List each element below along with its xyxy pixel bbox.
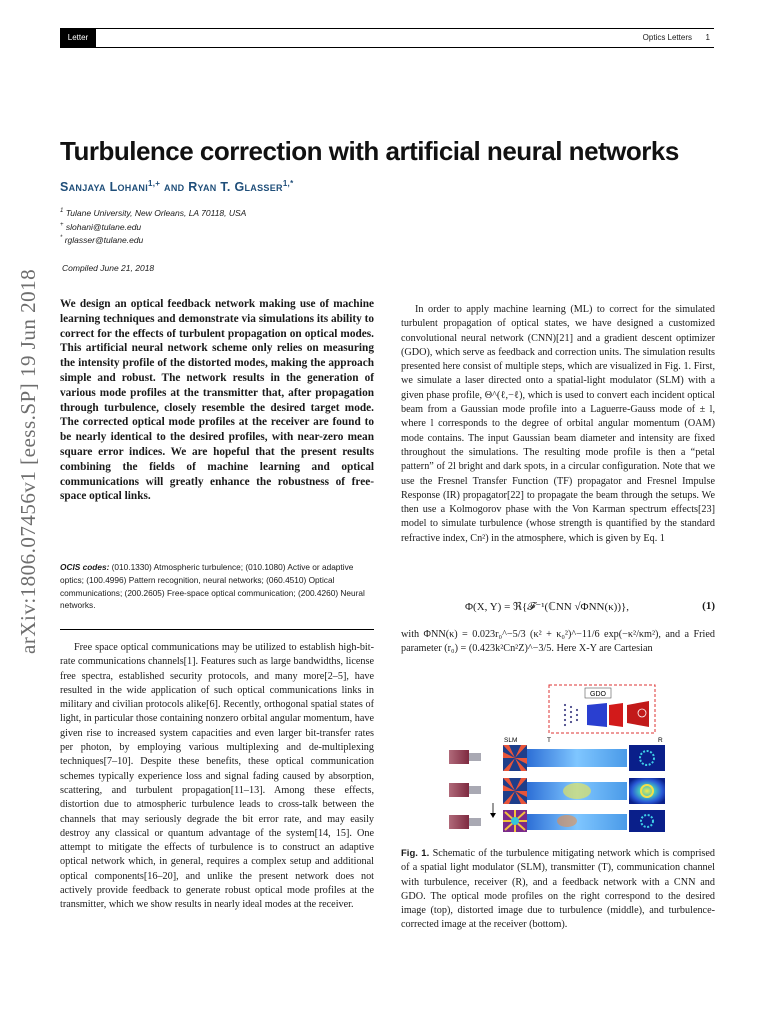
journal-name: Optics Letters [642, 33, 692, 42]
output-mode-profiles [629, 745, 665, 832]
email-2-sup: * [60, 235, 63, 242]
cnn-network-icon [564, 704, 578, 726]
compiled-date: Compiled June 21, 2018 [62, 263, 155, 273]
running-header [60, 28, 714, 48]
equation-1 [401, 598, 715, 618]
page-number: 1 [705, 33, 710, 42]
affiliation-text: Tulane University, New Orleans, LA 70118, USA [65, 208, 247, 218]
author-1-sup: 1,+ [148, 179, 161, 188]
ocis-label: OCIS codes: [60, 562, 110, 572]
laser-icons [449, 750, 481, 829]
beam-bottom [527, 814, 627, 830]
ocis-text: (010.1330) Atmospheric turbulence; (010.1080) Active or adaptive optics; (100.4996) Pattern recognition, neural networks; (060.4510) Optical communications; (200.2605) Free-space optical communication; (200.4260) Neural networks. [60, 562, 365, 611]
author-2: Ryan T. Glasser [188, 180, 283, 195]
intro-paragraph: Free space optical communications may be utilized to establish high-bit-rate communications channels[1]. Features such as large bandwidths, license free spectra, established security protocols, and many more[2–5], have resulted in the wide application of such optical communications links in military and civilian protocols alike[6]. Recently, orthogonal spatial states of light, in particular those containing nonzero orbital angular momentum, have given rise to increased system capacities and even larger bit-transfer rates per photon, by employing various multiplexing and de-multiplexing techniques[7–10]. Despite these benefits, these optical communication schemes typically experience loss and signal fading caused by absorption, scattering, and turbulent propagation[11–13]. Among these effects, distortion due to atmospheric turbulence leads to cross-talk between the channels that may seriously degrade the bit error rate, and may easily destroy any classical or quantum advantage of the system[14, 15]. One attempt to mitigate the effects of turbulence is to construct an adaptive optical network which, in general, requires a complex setup and additional optical components[16–20], and unlike the present network does not actively provide feedback to generate robust optical mode profiles at the transmitter, which we show results in nearly ideal modes at the receiver. [60, 642, 374, 911]
slm-phase-masks [503, 745, 527, 832]
ocis-codes [60, 561, 374, 612]
turbulence-blob [557, 815, 577, 827]
paper-title: Turbulence correction with artificial neural networks [60, 136, 679, 166]
email-2 [60, 235, 143, 245]
email-1-text: slohani@tulane.edu [65, 222, 142, 232]
arxiv-stamp: arXiv:1806.07456v1 [eess.SP] 19 Jun 2018 [16, 268, 40, 654]
caption-label: Fig. 1. [401, 848, 430, 859]
cnn-layer-icon [587, 703, 607, 727]
receiver-label: R [658, 737, 663, 744]
section-tag: Letter [60, 29, 96, 47]
author-conj: and [160, 180, 189, 195]
author-list [60, 179, 294, 194]
email-2-text: rglasser@tulane.edu [64, 235, 144, 245]
turbulence-blob [563, 783, 591, 799]
author-2-sup: 1,* [282, 179, 294, 188]
email-1-sup: + [60, 222, 64, 229]
figure-1-caption [401, 847, 715, 933]
affiliation [60, 208, 246, 218]
beam-top [527, 749, 627, 767]
equation-body: Φ(X, Y) = ℜ{𝓕⁻¹(ℂNN √ΦNN(κ))}, [465, 601, 630, 613]
transmitter-label: T [547, 737, 551, 744]
equation-number: (1) [702, 600, 715, 612]
slm-label: SLM [504, 737, 518, 744]
figure-1-schematic [447, 683, 669, 833]
email-1 [60, 222, 141, 232]
body-paragraph: In order to apply machine learning (ML) to correct for the simulated turbulent propagation of optical states, we have designed a customized convolutional neural network (CNN)[21] and a gradient descent optimizer (GDO), which serve as feedback and correction units. The simulation results presented here consist of multiple steps, which are visualized in Fig. 1. First, we simulate a laser directed onto a spatial-light modulator (SLM) with a given phase profile, Θ^(ℓ,−ℓ), which is used to convert each incident optical beam from a Gaussian mode profile into a Laguerre-Gauss mode of ± l, where l corresponds to the degree of orbital angular momentum (OAM) mode contains. The input Gaussian beam diameter and intensity are fixed throughout the simulations. The resulting mode profile is then a “petal pattern” of 2l bright and dark spots, in a circular configuration. Note that we use the Fresnel Transfer Function (TF) propagator and Fresnel Impulse Response (IR) propagator[22] to propagate the beam through the setups. We then use a Kolmogorov phase with the Von Karman spectrum effects[23] model to simulate turbulence (whose strength is quantified by the standard refractive index, Cn²) in the atmosphere, which is given by Eq. 1 [401, 304, 715, 544]
abstract: We design an optical feedback network making use of machine learning techniques and demonstrate via simulations its ability to correct for the effects of turbulent propagation on optical modes. This artificial neural network scheme only relies on measuring the intensity profile of the distorted modes, making the approach simple and robust. The network results in the generation of various mode profiles at the transmitter that, after propagation through turbulence, closely resemble the desired target mode. The corrected optical mode profiles at the receiver are found to be nearly identical to the desired profiles, with near-zero mean square error indices. We are hopeful that the present results combining the fields of machine learning and optical communications will greatly enhance the robustness of free-space optical links. [60, 298, 374, 503]
caption-text: Schematic of the turbulence mitigating network which is comprised of a spatial light modulator (SLM), transmitter (T), communication channel with turbulence, receiver (R), and a feedback network with a CNN and GDO. The optical mode profiles on the right correspond to the desired image (top), distorted image due to turbulence (middle), and turbulence-corrected image at the receiver (bottom). [401, 848, 716, 931]
cnn-output-icon [609, 703, 623, 727]
author-1: Sanjaya Lohani [60, 180, 148, 195]
feedback-arrow-head [490, 813, 496, 818]
separator-rule [60, 629, 374, 630]
body-paragraph-continued: with ΦNN(κ) = 0.023r₀^−5/3 (κ² + κ₀²)^−11/6 exp(−κ²/κm²), and a Fried parameter (r₀) = (0.423k²Cn²Z)^−3/5. Here X-Y are Cartesian [401, 629, 715, 655]
gdo-label: GDO [590, 691, 606, 698]
affiliation-sup: 1 [60, 208, 64, 215]
